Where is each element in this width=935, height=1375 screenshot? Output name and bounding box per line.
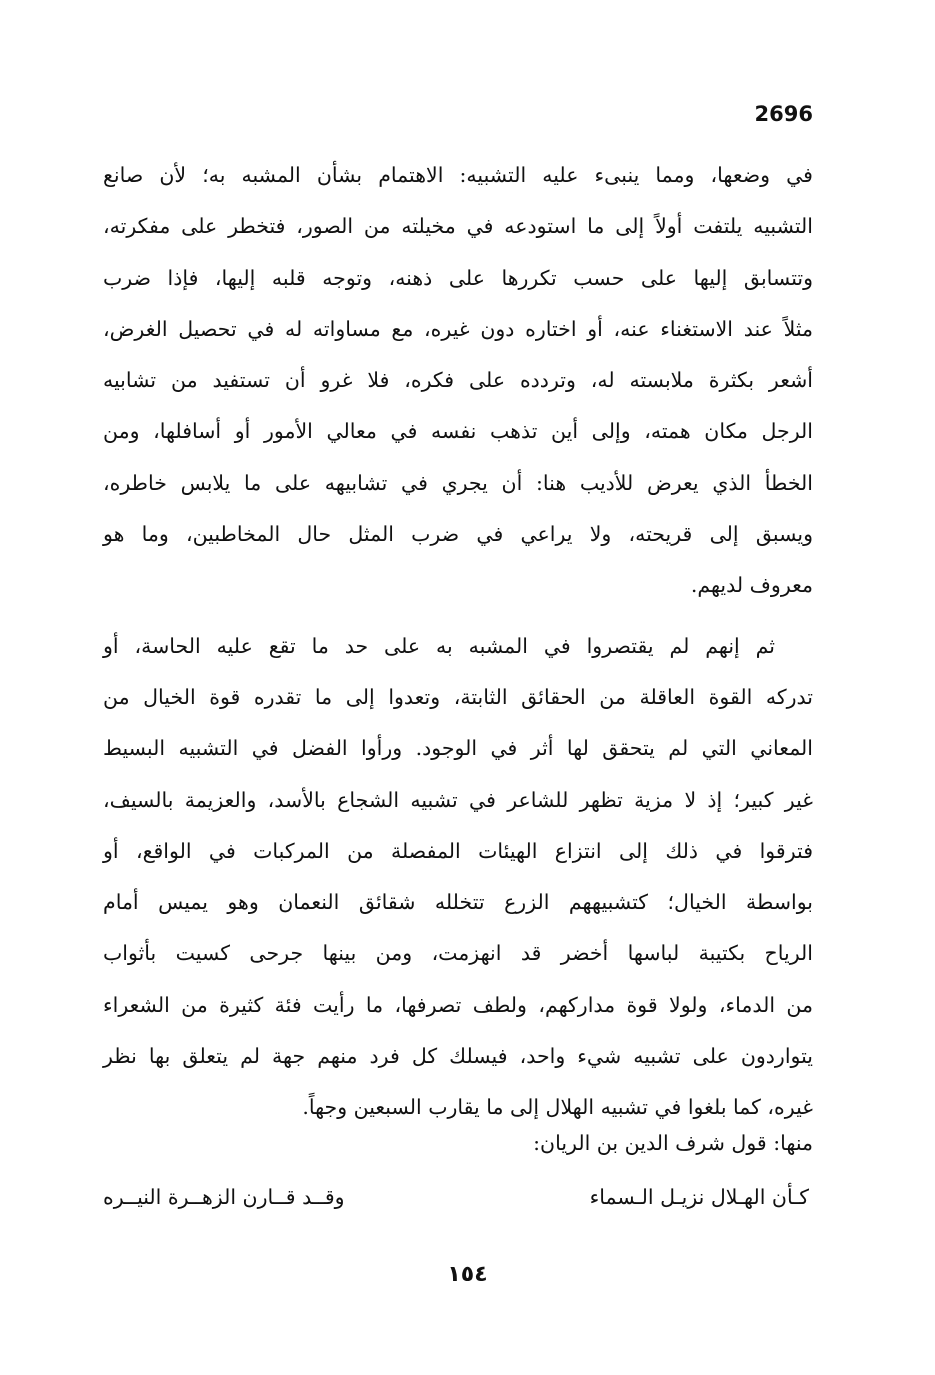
- text-line: التشبيه يلتفت أولاً إلى ما استودعه في مخيلته من الصور، فتخطر على مفكرته،: [103, 214, 813, 239]
- paragraph-2: [103, 621, 813, 1134]
- text-line: وتتسابق إليها على حسب تكررها على ذهنه، وتوجه قلبه إليها، فإذا ضرب: [103, 265, 813, 290]
- text-line: فترقوا في ذلك إلى انتزاع الهيئات المفصلة من المركبات في الواقع، أو: [103, 838, 813, 863]
- page-reference-number: 2696: [754, 102, 813, 126]
- text-line: أشعر بكثرة ملابسته له، وتردده على فكره، فلا غرو أن تستفيد من تشابيه: [103, 368, 813, 393]
- text-line: المعاني التي لم يتحقق لها أثر في الوجود. ورأوا الفضل في التشبيه البسيط: [103, 736, 813, 761]
- verse-introduction: منها: قول شرف الدين بن الريان:: [533, 1131, 813, 1155]
- text-line: الخطأ الذي يعرض للأديب هنا: أن يجري في تشابيهه على ما يلابس خاطره،: [103, 470, 813, 495]
- text-line: يتواردون على تشبيه شيء واحد، فيسلك كل فرد منهم جهة لم يتعلق بها نظر: [103, 1044, 813, 1069]
- page-number: ١٥٤: [447, 1262, 488, 1287]
- text-line: مثلاً عند الاستغناء عنه، أو اختاره دون غيره، مع مساواته له في تحصيل الغرض،: [103, 316, 813, 341]
- text-line: الرجل مكان همته، وإلى أين تذهب نفسه في معالي الأمور أو أسافلها، ومن: [103, 419, 813, 444]
- text-line: من الدماء، ولولا قوة مداركهم، ولطف تصرفها، ما رأيت فئة كثيرة من الشعراء: [103, 992, 813, 1017]
- text-line: بواسطة الخيال؛ كتشبيههم الزرع تتخلله شقائق النعمان وهو يميس أمام: [103, 890, 813, 915]
- text-line: ثم إنهم لم يقتصروا في المشبه به على حد ما تقع عليه الحاسة، أو: [103, 633, 775, 658]
- text-line: ويسبق إلى قريحته، ولا يراعي في ضرب المثل حال المخاطبين، وما هو: [103, 522, 813, 547]
- verse-second-hemistich: وقــد قــارن الزهــرة النيــره: [103, 1185, 345, 1209]
- verse-first-hemistich: كـأن الهـلال نزيـل الـسماء: [589, 1185, 809, 1209]
- text-line: معروف لديهم.: [690, 573, 813, 598]
- paragraph-1: [103, 150, 813, 612]
- text-line: غيره، كما بلغوا في تشبيه الهلال إلى ما يقارب السبعين وجهاً.: [302, 1095, 813, 1120]
- text-line: غير كبير؛ إذ لا مزية تظهر للشاعر في تشبيه الشجاع بالأسد، والعزيمة بالسيف،: [103, 787, 813, 812]
- text-line: الرياح بكتيبة لباسها أخضر قد انهزمت، ومن بينها جرحى كسيت بأثواب: [103, 941, 813, 966]
- text-line: في وضعها، ومما ينبىء عليه التشبيه: الاهتمام بشأن المشبه به؛ لأن صانع: [103, 163, 813, 187]
- body-text: [103, 150, 813, 1134]
- text-line: تدركه القوة العاقلة من الحقائق الثابتة، وتعدوا إلى ما تقدره قوة الخيال من: [103, 684, 813, 709]
